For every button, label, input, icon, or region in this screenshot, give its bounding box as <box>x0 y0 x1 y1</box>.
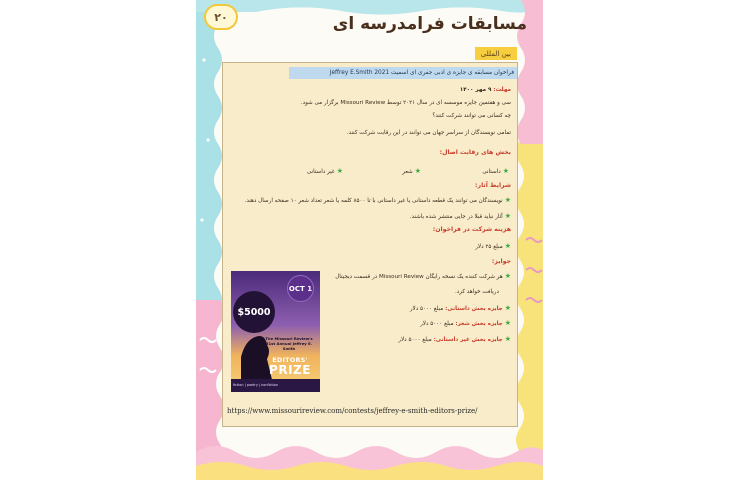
star-icon: ★ <box>502 167 509 175</box>
contest-poster <box>231 271 320 392</box>
star-icon: ★ <box>504 212 511 220</box>
star-icon: ★ <box>414 167 421 175</box>
category-item: ★شعر <box>402 167 421 175</box>
condition-item: ★آثار نباید قبلا در جایی منتشر شده باشند. <box>409 212 511 220</box>
prize-item: ★جایزه بخش داستانی: مبلغ ۵۰۰۰ دلار <box>409 304 511 312</box>
prizes-intro-continued: دریافت خواهد کرد. <box>455 289 499 295</box>
magazine-page <box>196 0 543 480</box>
contest-banner: فراخوان مسابقه ی جایزه ی ادبی جفری ای اسمیت Jeffrey E.Smith 2021 <box>289 67 517 79</box>
star-icon: ★ <box>504 335 511 343</box>
paragraph-1: سی و هفتمین جایزه موسسه ای در سال ۲۰۲۱ توسط Missouri Review برگزار می شود. <box>300 100 511 106</box>
categories-list <box>259 167 509 176</box>
category-item: ★غیر داستانی <box>306 167 343 175</box>
poster-prize: PRIZE <box>269 363 311 377</box>
star-icon: ★ <box>504 272 511 280</box>
prize-item: ★جایزه بخش شعر: مبلغ ۵۰۰۰ دلار <box>420 319 511 327</box>
prizes-intro: ★هر شرکت کننده یک نسخه رایگان Missouri Review در قسمت دیجیتال <box>335 272 511 280</box>
star-icon: ★ <box>504 304 511 312</box>
contest-url-link[interactable]: https://www.missourireview.com/contests/jeffrey-e-smith-editors-prize/ <box>227 407 478 415</box>
prizes-heading: جوایز: <box>491 258 511 265</box>
page-title: مسابقات فرامدرسه ای <box>332 14 527 34</box>
prize-item: ★جایزه بخش غیر داستانی: مبلغ ۵۰۰۰ دلار <box>398 335 511 343</box>
content-box <box>222 62 518 427</box>
deadline-value: ۹ مهر ۱۴۰۰ <box>459 87 492 93</box>
poster-amount: $5000 <box>233 291 275 333</box>
paragraph-3: تمامی نویسندگان از سراسر جهان می توانند در این رقابت شرکت کنند. <box>346 130 511 136</box>
star-icon: ★ <box>504 242 511 250</box>
category-item: ★داستانی <box>482 167 509 175</box>
poster-categories: fiction | poetry | nonfiction <box>233 383 279 387</box>
star-icon: ★ <box>336 167 343 175</box>
star-icon: ★ <box>504 319 511 327</box>
condition-item: ★نویسندگان می توانند یک قطعه داستانی یا غیر داستانی با تا ۸۵۰۰ کلمه یا شعر تعداد شعر ۱۰ صفحه ارسال دهند. <box>244 196 511 204</box>
poster-editors: EDITORS' <box>272 356 308 364</box>
paragraph-2: چه کسانی می توانند شرکت کنند؟ <box>432 113 511 119</box>
fee-item: ★مبلغ ۲۵ دلار <box>475 242 511 250</box>
deadline-line <box>460 86 511 94</box>
section-tag: بین المللی <box>475 47 517 60</box>
fee-heading: هزینه شرکت در فراخوان: <box>432 226 511 233</box>
poster-date: OCT 1 <box>287 275 314 302</box>
categories-heading: بخش های رقابت اصال: <box>439 149 511 156</box>
page-number: ۲۰ <box>204 4 238 30</box>
conditions-heading: شرایط آثار: <box>475 182 511 189</box>
poster-subtitle: The Missouri Review's 31st Annual Jeffrey E. Smith <box>265 336 313 351</box>
star-icon: ★ <box>504 196 511 204</box>
deadline-label: مهلت: <box>493 87 511 93</box>
